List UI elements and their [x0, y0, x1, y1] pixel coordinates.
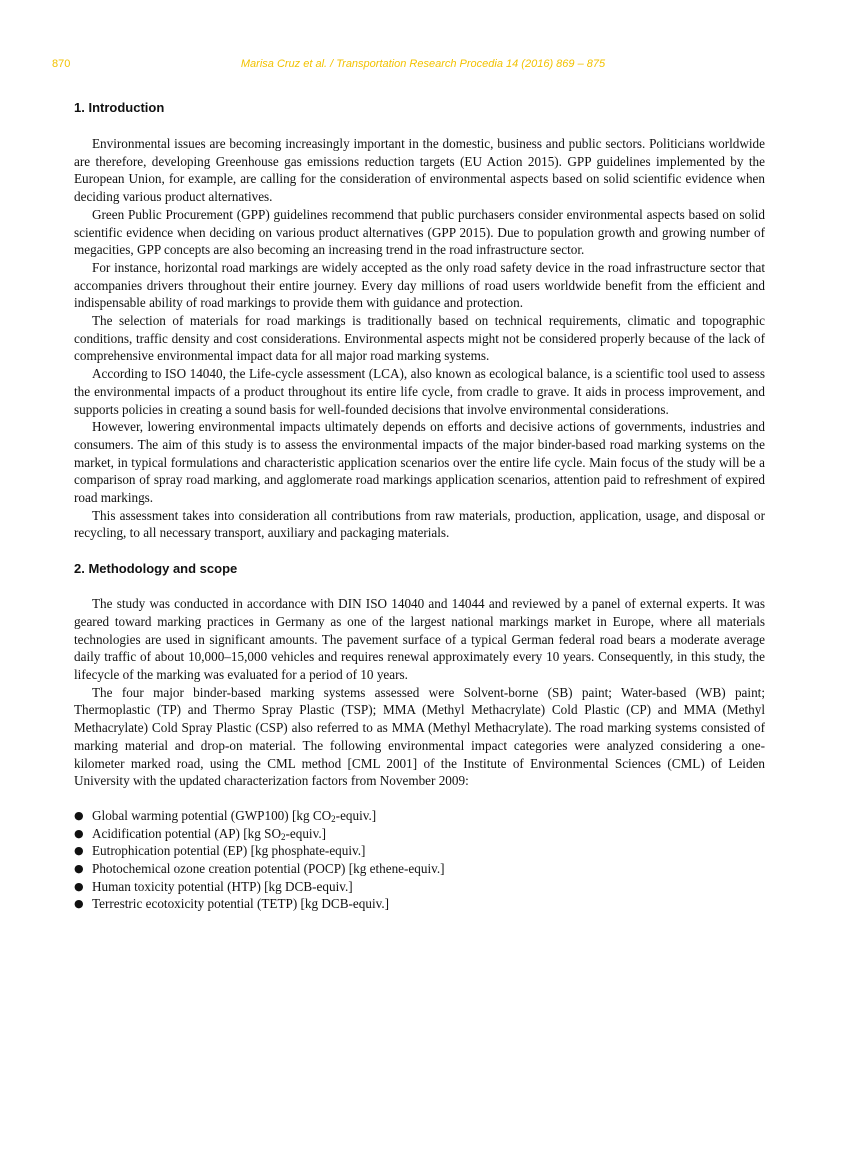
bullet-text: Photochemical ozone creation potential (POCP) [kg ethene-equiv.] [92, 861, 445, 877]
list-item [74, 878, 765, 896]
subscript: 2 [280, 831, 286, 842]
bullet-text: Terrestric ecotoxicity potential (TETP) [kg DCB-equiv.] [92, 896, 390, 912]
list-item [74, 860, 765, 878]
list-item [74, 842, 765, 860]
article-body [74, 99, 765, 913]
running-header [52, 58, 794, 72]
section-heading-methodology: 2. Methodology and scope [74, 561, 238, 577]
list-item [74, 807, 765, 825]
bullet-dot-icon: ● [74, 826, 84, 840]
paragraph: This assessment takes into consideration all contributions from raw materials, production, application, usage, and disposal or recycling, to all necessary transport, auxiliary and packaging materials. [74, 507, 765, 541]
bullet-text: Acidification potential (AP) [kg SO [92, 825, 281, 841]
bullet-dot-icon: ● [74, 844, 84, 858]
paragraph: The selection of materials for road markings is traditionally based on technical requirements, climatic and topographic conditions, traffic density and cost considerations. Environmental aspects might not be considered properly because of the lack of comprehensive environmental impact data for all major road marking systems. [74, 313, 765, 364]
bullet-text: Eutrophication potential (EP) [kg phosphate-equiv.] [92, 843, 366, 859]
bullet-text: Human toxicity potential (HTP) [kg DCB-equiv.] [92, 878, 353, 894]
bullet-dot-icon: ● [74, 862, 84, 876]
bullet-text-suffix: -equiv.] [335, 807, 377, 823]
bullet-text-suffix: -equiv.] [285, 825, 327, 841]
bullet-dot-icon: ● [74, 808, 84, 822]
impact-category-list [74, 807, 765, 913]
paragraph: The four major binder-based marking systems assessed were Solvent-borne (SB) paint; Water-based (WB) paint; Thermoplastic (TP) and Thermo Spray Plastic (TSP); MMA (Methyl Methacrylate) Cold Plastic (CP) and MMA (Methyl Methacrylate) Cold Spray Plastic (CSP) also referred to as MMA (Methyl Methacrylate). The road marking systems consisted of marking material and drop-on material. The following environmental impact categories were analyzed considering a one-kilometer marked road, using the CML method [CML 2001] of the Institute of Environmental Sciences (CML) of Leiden University with the updated characterization factors from November 2009: [74, 684, 765, 789]
paragraph: However, lowering environmental impacts ultimately depends on efforts and decisive actions of governments, industries and consumers. The aim of this study is to assess the environmental impacts of the major binder-based road marking systems on the market, in typical formulations and characteristic application scenarios over the entire life cycle. Main focus of the study will be a comparison of spray road marking, and agglomerate road markings application scenarios, attention paid to refreshment of expired road markings. [74, 419, 765, 506]
section-heading-introduction: 1. Introduction [74, 100, 165, 115]
journal-citation: Marisa Cruz et al. / Transportation Research Procedia 14 (2016) 869 – 875 [240, 58, 606, 70]
list-item [74, 825, 765, 843]
bullet-dot-icon: ● [74, 897, 84, 911]
paragraph: For instance, horizontal road markings are widely accepted as the only road safety device in the road infrastructure sector that accompanies drivers throughout their entire journey. Every day millions of road users worldwide benefit from the efficient and indispensable ability of road markings to provide them with guidance and protection. [74, 259, 765, 311]
paragraph: The study was conducted in accordance with DIN ISO 14040 and 14044 and reviewed by a panel of external experts. It was geared toward marking practices in Germany as one of the largest national markings market in Europe, where all materials technologies are used in significant amounts. The pavement surface of a typical German federal road bears a moderate average daily traffic of about 10,000–15,000 vehicles and requires renewal approximately every 10 years. Consequently, in this study, the lifecycle of the marking was evaluated for a period of 10 years. [74, 596, 765, 682]
bullet-dot-icon: ● [74, 879, 84, 893]
subscript: 2 [331, 813, 336, 824]
page-number: 870 [52, 58, 71, 70]
paragraph: Environmental issues are becoming increasingly important in the domestic, business and public sectors. Politicians worldwide are therefore, developing Greenhouse gas emissions reduction targets (EU Action 2015). GPP guidelines implemented by the European Union, for example, are calling for the consideration of environmental aspects based on solid scientific evidence when deciding various product alternatives. [74, 136, 765, 205]
bullet-text: Global warming potential (GWP100) [kg CO [92, 807, 332, 823]
paragraph: According to ISO 14040, the Life-cycle assessment (LCA), also known as ecological balance, is a scientific tool used to assess the environmental impacts of a product throughout its entire life cycle, from cradle to grave. It aids in process improvement, and supports policies in creating a sound basis for well-founded decisions that involve environmental considerations. [74, 366, 765, 417]
introduction-text [74, 135, 765, 542]
methodology-text [74, 595, 765, 913]
paragraph: Green Public Procurement (GPP) guidelines recommend that public purchasers consider environmental aspects based on solid scientific evidence when deciding on various product alternatives (GPP 2015). Due to population growth and growing number of megacities, GPP concepts are also becoming an increasing trend in the road infrastructure sector. [74, 206, 765, 258]
list-item [74, 895, 765, 913]
